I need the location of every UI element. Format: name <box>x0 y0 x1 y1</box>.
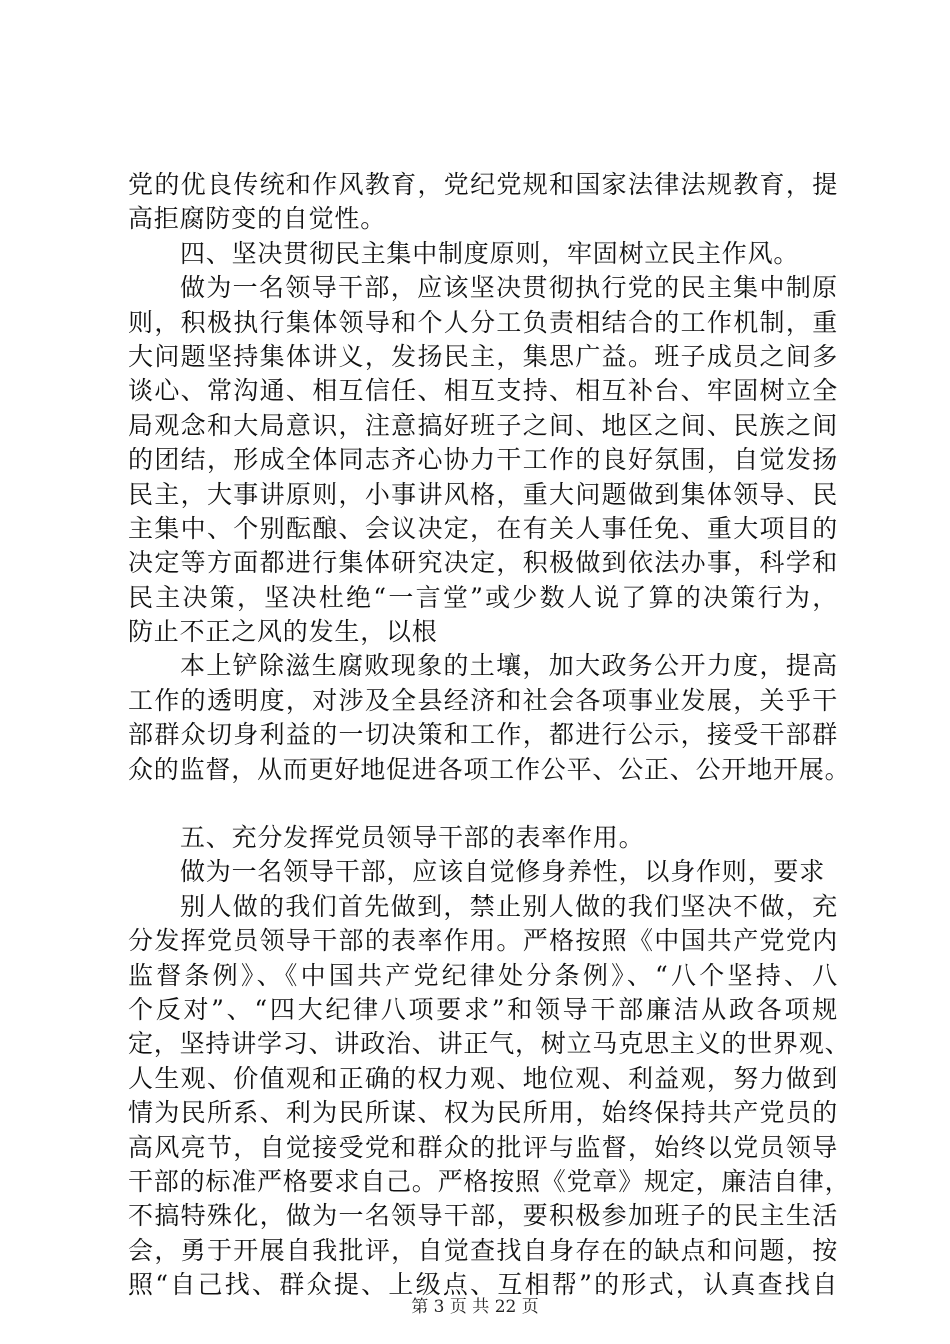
text-line: 党的优良传统和作风教育，党纪党规和国家法律法规教育，提 <box>128 170 838 199</box>
text-line: 高拒腐防变的自觉性。 <box>128 204 387 234</box>
text-line: 分发挥党员领导干部的表率作用。严格按照《中国共产党党内 <box>128 926 838 956</box>
text-line: 众的监督，从而更好地促进各项工作公平、公正、公开地开展。 <box>128 754 851 784</box>
text-line: 定，坚持讲学习、讲政治、讲正气，树立马克思主义的世界观、 <box>128 1029 851 1059</box>
text-line: 民主，大事讲原则，小事讲风格，重大问题做到集体领导、民 <box>128 479 838 509</box>
text-line: 个反对”、“四大纪律八项要求”和领导干部廉洁从政各项规 <box>128 994 838 1024</box>
section-heading-4: 四、坚决贯彻民主集中制度原则，牢固树立民主作风。 <box>180 238 800 268</box>
text-line: 谈心、常沟通、相互信任、相互支持、相互补台、牢固树立全 <box>128 376 838 406</box>
text-line: 照“自己找、群众提、上级点、互相帮”的形式，认真查找自 <box>128 1270 838 1300</box>
text-line: 监督条例》、《中国共产党纪律处分条例》、“八个坚持、八 <box>128 960 838 990</box>
body-text <box>128 168 851 1303</box>
text-line: 民主决策，坚决杜绝“一言堂”或少数人说了算的决策行为， <box>128 582 838 612</box>
text-line: 本上铲除滋生腐败现象的土壤，加大政务公开力度，提高 <box>180 651 838 681</box>
text-line: 不搞特殊化，做为一名领导干部，要积极参加班子的民主生活 <box>128 1201 838 1231</box>
text-line: 做为一名领导干部，应该坚决贯彻执行党的民主集中制原 <box>180 273 838 303</box>
section-heading-5: 五、充分发挥党员领导干部的表率作用。 <box>180 823 645 853</box>
page-number-footer: 第 3 页 共 22 页 <box>411 1297 539 1317</box>
paragraph-gap <box>128 787 838 821</box>
text-line: 则，积极执行集体领导和个人分工负责相结合的工作机制，重 <box>128 307 838 337</box>
text-line: 防止不正之风的发生，以根 <box>128 617 438 647</box>
text-line: 的团结，形成全体同志齐心协力干工作的良好氛围，自觉发扬 <box>128 445 838 475</box>
text-line: 人生观、价值观和正确的权力观、地位观、利益观，努力做到 <box>128 1063 838 1093</box>
text-line: 部群众切身利益的一切决策和工作，都进行公示，接受干部群 <box>128 720 838 750</box>
text-line: 情为民所系、利为民所谋、权为民所用，始终保持共产党员的 <box>128 1098 838 1128</box>
text-line: 工作的透明度，对涉及全县经济和社会各项事业发展，关乎干 <box>128 685 838 715</box>
text-line: 高风亮节，自觉接受党和群众的批评与监督，始终以党员领导 <box>128 1132 838 1162</box>
text-line: 主集中、个别酝酿、会议决定，在有关人事任免、重大项目的 <box>128 513 838 543</box>
text-line: 做为一名领导干部，应该自觉修身养性，以身作则，要求 <box>180 857 826 887</box>
text-line: 别人做的我们首先做到，禁止别人做的我们坚决不做，充 <box>180 891 838 921</box>
text-line: 局观念和大局意识，注意搞好班子之间、地区之间、民族之间 <box>128 410 838 440</box>
text-line: 大问题坚持集体讲义，发扬民主，集思广益。班子成员之间多 <box>128 341 838 371</box>
text-line: 会，勇于开展自我批评，自觉查找自身存在的缺点和问题，按 <box>128 1235 838 1265</box>
text-line: 决定等方面都进行集体研究决定，积极做到依法办事，科学和 <box>128 548 838 578</box>
text-line: 干部的标准严格要求自己。严格按照《党章》规定，廉洁自律， <box>128 1166 851 1196</box>
